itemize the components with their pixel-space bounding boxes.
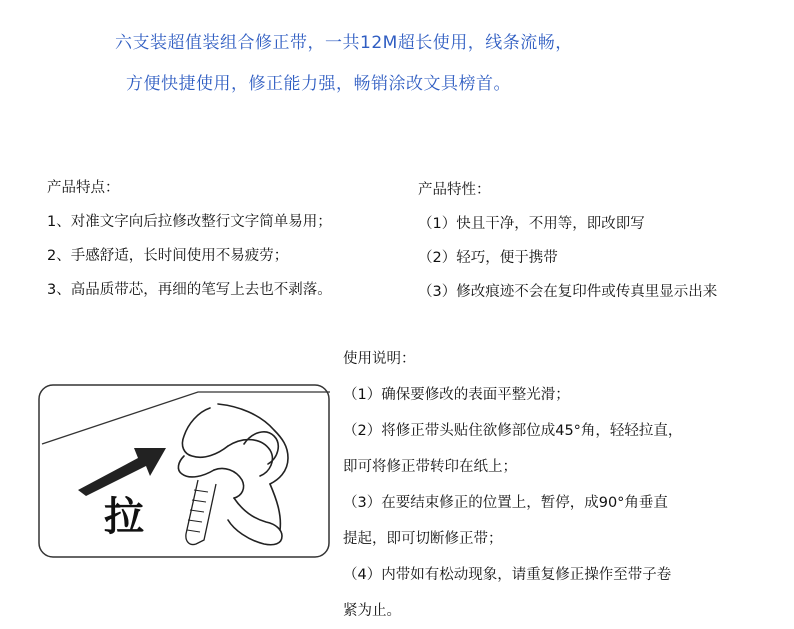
intro-line-2: 方便快捷使用，修正能力强，畅销涂改文具榜首。 bbox=[126, 74, 511, 94]
intro-line-1: 六支装超值装组合修正带，一共12M超长使用，线条流畅， bbox=[115, 33, 573, 53]
usage-section bbox=[343, 341, 682, 629]
pull-label: 拉 bbox=[104, 494, 144, 540]
usage-line: （3）在要结束修正的位置上，暂停，成90°角垂直 bbox=[343, 495, 668, 511]
usage-line: 提起，即可切断修正带； bbox=[343, 531, 503, 547]
usage-line: （2）将修正带头贴住欲修部位成45°角，轻轻拉直， bbox=[343, 423, 683, 439]
properties-section bbox=[418, 173, 717, 309]
usage-title: 使用说明： bbox=[343, 351, 416, 367]
hand-correction-tape-illustration bbox=[38, 384, 330, 558]
usage-illustration bbox=[38, 384, 330, 558]
properties-item: （1）快且干净，不用等，即改即写 bbox=[418, 216, 645, 232]
properties-item: （2）轻巧，便于携带 bbox=[418, 250, 558, 266]
features-item: 3、高品质带芯，再细的笔写上去也不剥落。 bbox=[47, 282, 332, 298]
usage-line: （1）确保要修改的表面平整光滑； bbox=[343, 387, 570, 403]
properties-title: 产品特性： bbox=[418, 182, 491, 198]
features-item: 2、手感舒适，长时间使用不易疲劳； bbox=[47, 248, 289, 264]
features-item: 1、对准文字向后拉修改整行文字简单易用； bbox=[47, 214, 332, 230]
usage-line: （4）内带如有松动现象，请重复修正操作至带子卷 bbox=[343, 567, 672, 583]
properties-item: （3）修改痕迹不会在复印件或传真里显示出来 bbox=[418, 284, 718, 300]
features-title: 产品特点： bbox=[47, 180, 120, 196]
usage-line: 紧为止。 bbox=[343, 603, 401, 619]
features-section bbox=[47, 171, 332, 307]
usage-line: 即可将修正带转印在纸上； bbox=[343, 459, 517, 475]
